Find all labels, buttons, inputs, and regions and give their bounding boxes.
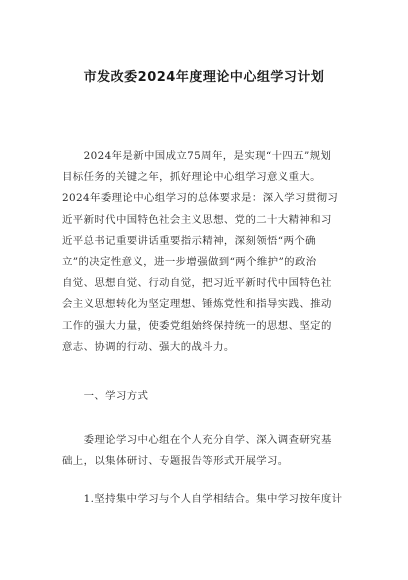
text-line: 近平新时代中国特色社会主义思想、党的二十大精神和习 bbox=[62, 213, 332, 226]
text-line: 2024年是新中国成立75周年，是实现“十四五”规划 bbox=[62, 150, 332, 162]
text-line: 立”的决定性意义，进一步增强做到“两个维护”的政治 bbox=[62, 256, 317, 269]
text-line: 目标任务的关键之年，抓好理论中心组学习意义重大。 bbox=[62, 171, 321, 184]
text-line: 自觉、思想自觉、行动自觉，把习近平新时代中国特色社 bbox=[62, 277, 332, 290]
text-line: 工作的强大力量，使委党组始终保持统一的思想、坚定的 bbox=[62, 319, 332, 332]
text-line: 会主义思想转化为坚定理想、锤炼党性和指导实践、推动 bbox=[62, 298, 332, 311]
section-heading bbox=[62, 386, 352, 407]
text-line: 意志、协调的行动、强大的战斗力。 bbox=[62, 340, 235, 353]
method-paragraph bbox=[62, 430, 352, 472]
text-line: 础上，以集体研讨、专题报告等形式开展学习。 bbox=[62, 455, 289, 468]
text-line: 近平总书记重要讲话重要指示精神，深刻领悟“两个确 bbox=[62, 234, 316, 247]
section-heading-text: 一、学习方式 bbox=[62, 390, 149, 402]
item-paragraph bbox=[62, 489, 352, 510]
document-title: 市发改委2024年度理论中心组学习计划 bbox=[83, 70, 325, 85]
text-line: 2024年委理论中心组学习的总体要求是：深入学习贯彻习 bbox=[62, 192, 339, 205]
intro-paragraph bbox=[62, 146, 352, 358]
text-line: 1.坚持集中学习与个人自学相结合。集中学习按年度计 bbox=[62, 493, 343, 505]
text-line: 委理论学习中心组在个人充分自学、深入调查研究基 bbox=[62, 434, 332, 446]
